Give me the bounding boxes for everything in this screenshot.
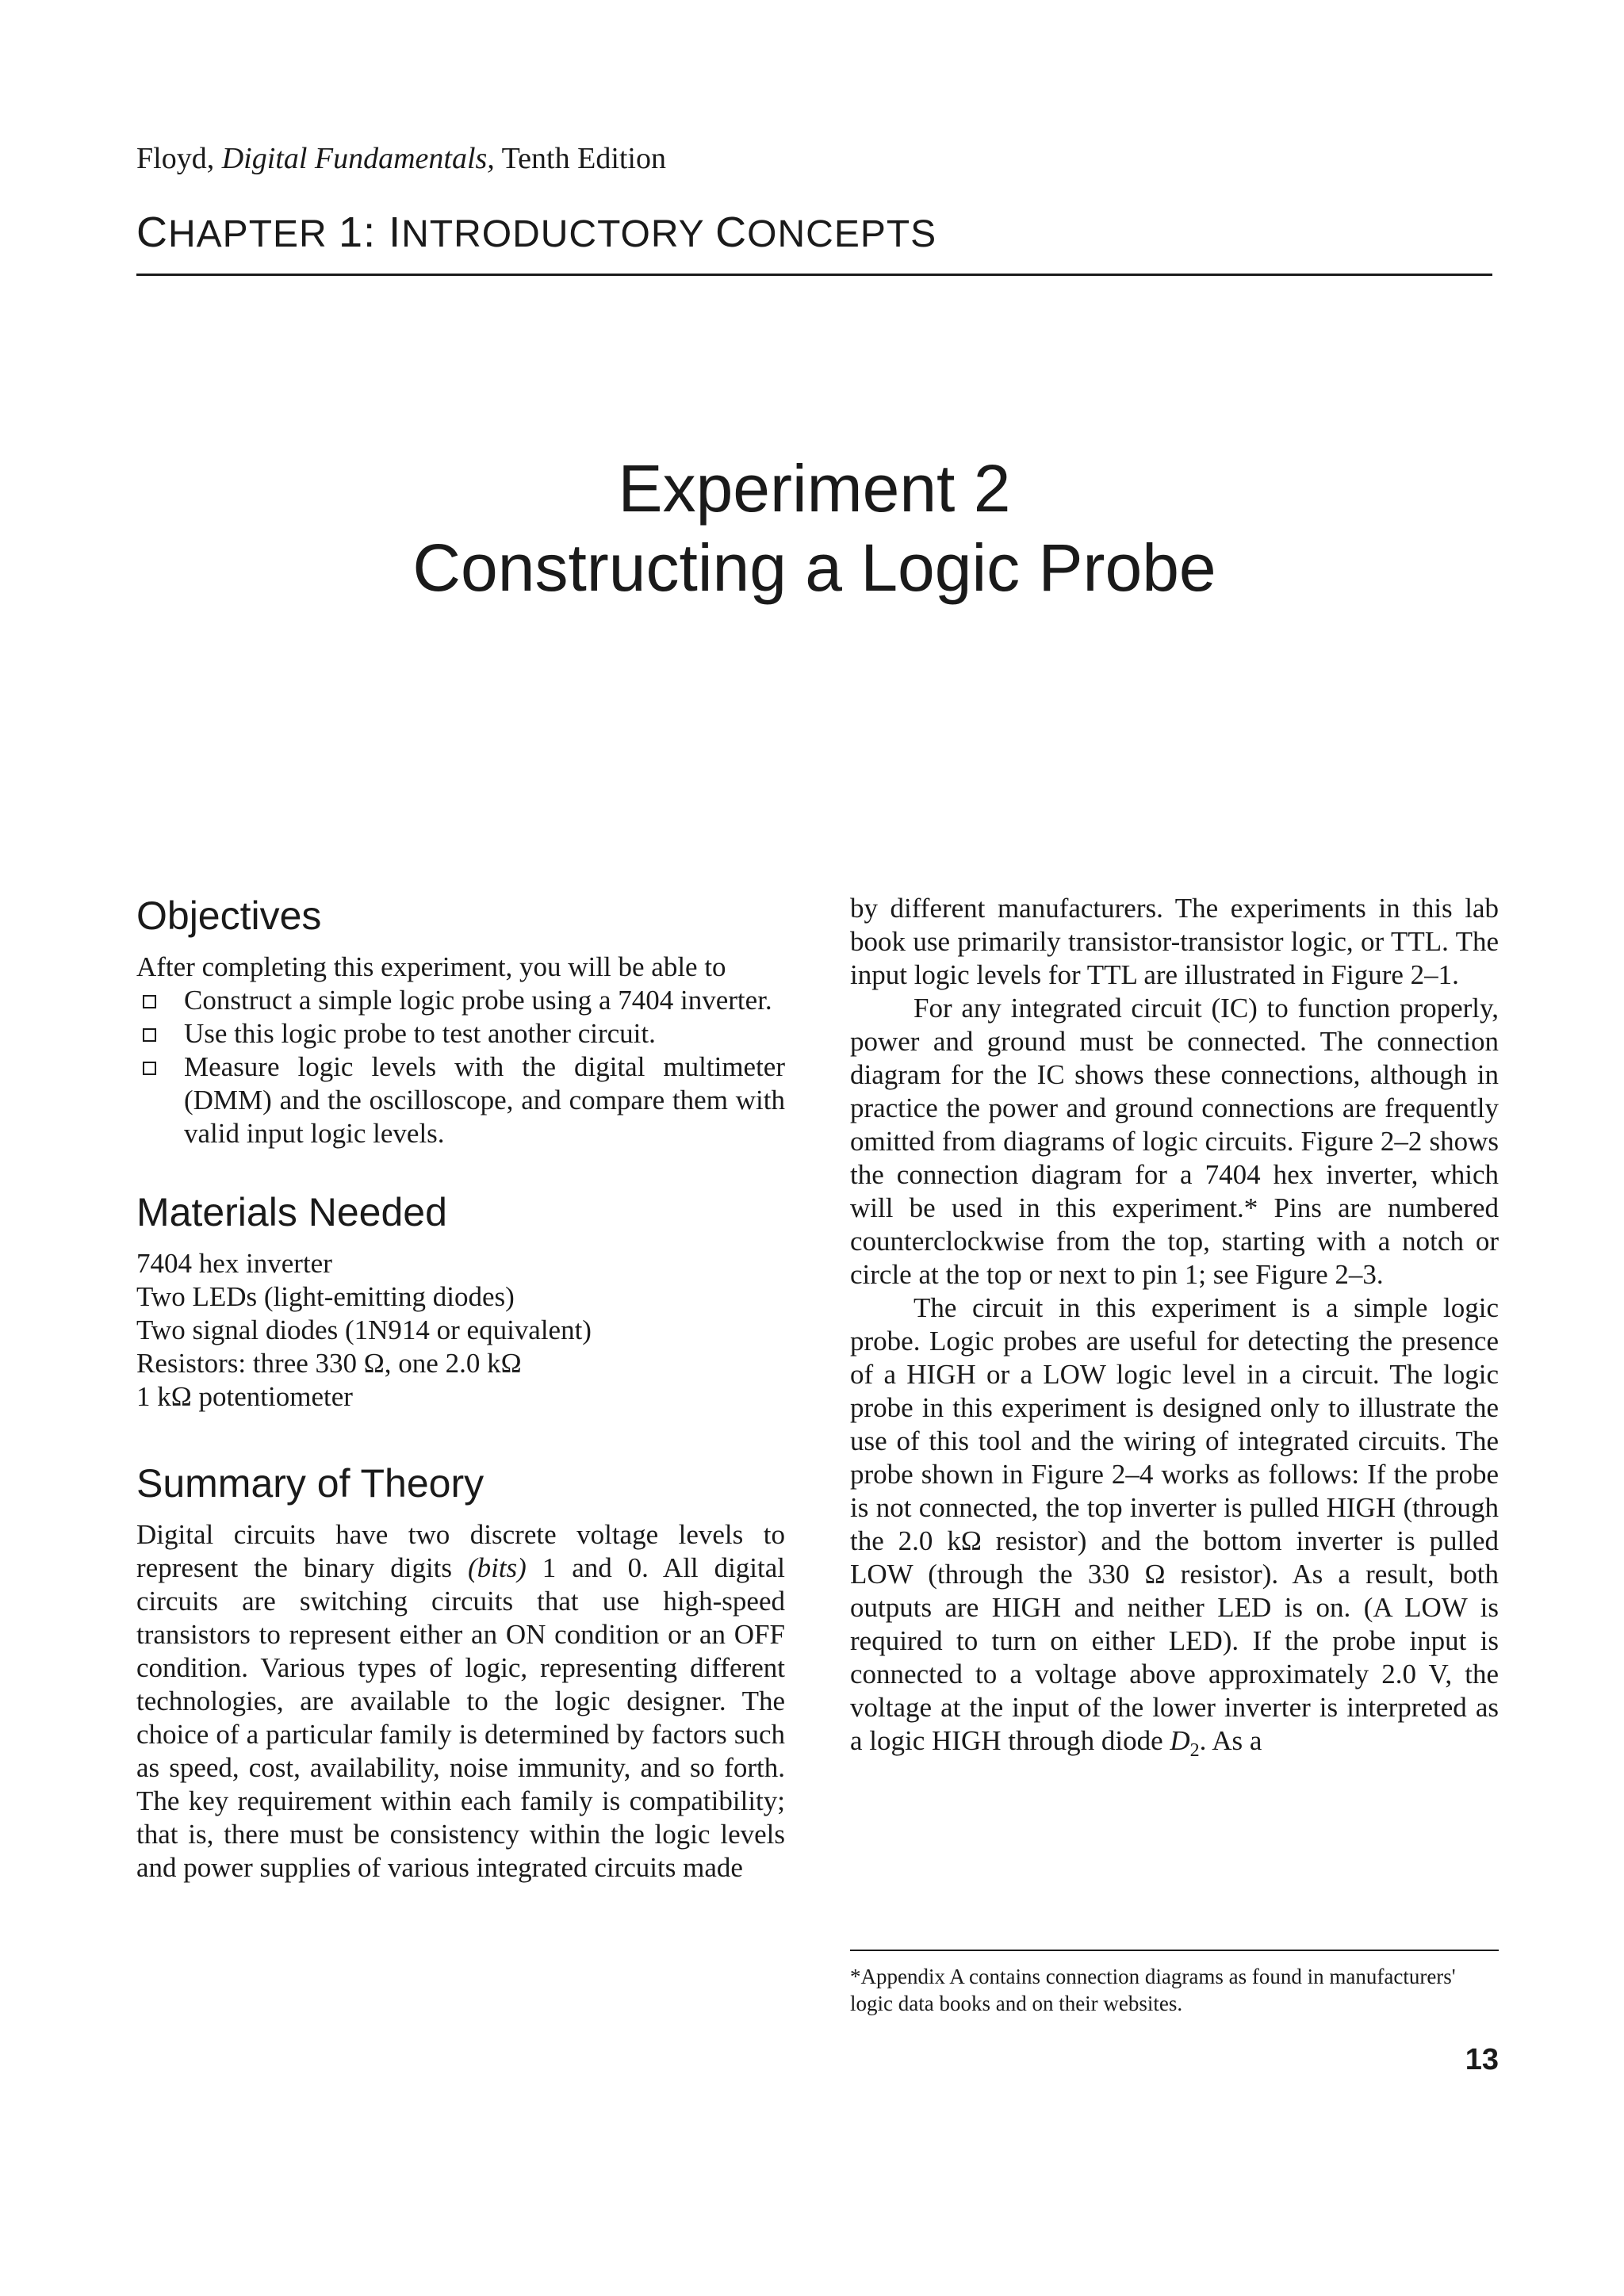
page-number: 13 [1465, 2043, 1499, 2076]
header-author: Floyd, [136, 142, 222, 175]
footnote: *Appendix A contains connection diagrams as found in manufacturers' logic data books and on their websites. [850, 1965, 1456, 2015]
checkbox-bullet-icon [143, 1062, 156, 1075]
checkbox-bullet-icon [143, 1028, 156, 1042]
material-item: Two signal diodes (1N914 or equivalent) [136, 1314, 592, 1345]
header-edition: Tenth Edition [494, 142, 666, 175]
materials-list [136, 1247, 785, 1414]
header-rule [136, 274, 1492, 276]
experiment-title: Constructing a Logic Probe [412, 530, 1216, 605]
material-item: 7404 hex inverter [136, 1248, 332, 1279]
chapter-heading: CHAPTER 1: INTRODUCTORY CONCEPTS [136, 209, 937, 256]
objectives-list [136, 984, 785, 1150]
theory-paragraph-3: The circuit in this experiment is a simple logic probe. Logic probes are useful for detecting the presence of a HIGH or a LOW logic level in a circuit. The logic probe in this experiment is designed only to illustrate the use of this tool and the wiring of integrated circuits. The probe shown in Figure 2–4 works as follows: If the probe is not connected, the top inverter is pulled HIGH (through the 2.0 kΩ resistor) and the bottom inverter is pulled LOW (through the 330 Ω resistor). As a result, both outputs are HIGH and neither LED is on. (A LOW is required to turn on either LED). If the probe input is connected to a voltage above approximately 2.0 V, the voltage at the input of the lower inverter is interpreted as a logic HIGH through diode $D_2$. As a [850, 1292, 1499, 1761]
material-item: 1 kΩ potentiometer [136, 1381, 353, 1412]
right-column [850, 892, 1499, 1767]
objectives-intro: After completing this experiment, you will be able to [136, 951, 726, 982]
objectives-heading: Objectives [136, 894, 322, 938]
material-item: Two LEDs (light-emitting diodes) [136, 1281, 515, 1312]
theory-paragraph-1-continued: by different manufacturers. The experiments in this lab book use primarily transistor-transistor logic, or TTL. The input logic levels for TTL are illustrated in Figure 2–1. [850, 893, 1499, 990]
header-book-title: Digital Fundamentals, [221, 142, 495, 175]
theory-paragraph-2: For any integrated circuit (IC) to function properly, power and ground must be connected. The connection diagram for the IC shows these connections, although in practice the power and ground connections are frequently omitted from diagrams of logic circuits. Figure 2–2 shows the connection diagram for a 7404 hex inverter, which will be used in this experiment.* Pins are numbered counterclockwise from the top, starting with a notch or circle at the top or next to pin 1; see Figure 2–3. [850, 993, 1499, 1290]
running-header [136, 141, 666, 176]
experiment-number: Experiment 2 [618, 451, 1011, 526]
material-item: Resistors: three 330 Ω, one 2.0 kΩ [136, 1348, 522, 1379]
checkbox-bullet-icon [143, 995, 156, 1008]
theory-heading: Summary of Theory [136, 1461, 485, 1506]
left-column [136, 892, 785, 1885]
objective-item: Construct a simple logic probe using a 7404 inverter. [136, 984, 785, 1017]
objective-item: Use this logic probe to test another circuit. [136, 1017, 785, 1050]
objective-item: Measure logic levels with the digital multimeter (DMM) and the oscilloscope, and compare them with valid input logic levels. [136, 1050, 785, 1150]
materials-heading: Materials Needed [136, 1190, 447, 1234]
footnote-rule [850, 1950, 1499, 1951]
theory-paragraph-1: Digital circuits have two discrete voltage levels to represent the binary digits (bits) 1 and 0. All digital circuits are switching circuits that use high-speed transistors to represent either an ON condition or an OFF condition. Various types of logic, representing different technologies, are available to the logic designer. The choice of a particular family is determined by factors such as speed, cost, availability, noise immunity, and so forth. The key requirement within each family is compatibility; that is, there must be consistency within the logic levels and power supplies of various integrated circuits made [136, 1519, 785, 1883]
